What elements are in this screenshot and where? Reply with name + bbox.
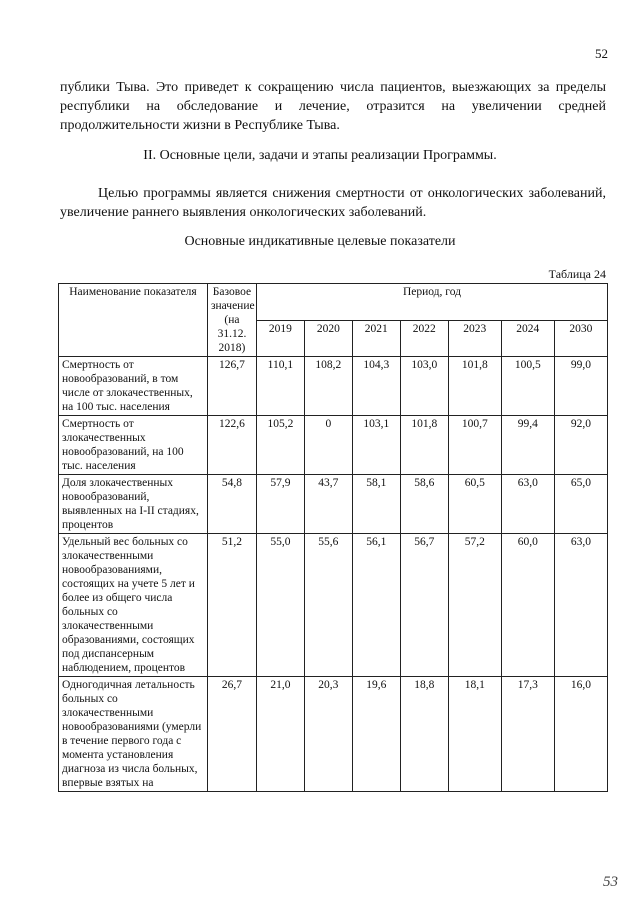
year-value: 58,6 [400, 475, 448, 534]
goal-paragraph: Целью программы является снижения смертности от онкологических заболеваний, увеличение раннего выявления онкологических заболеваний. [60, 186, 606, 220]
year-value: 103,0 [400, 357, 448, 416]
year-value: 105,2 [256, 416, 304, 475]
year-value: 101,8 [448, 357, 501, 416]
year-value: 108,2 [304, 357, 352, 416]
year-value: 56,7 [400, 534, 448, 677]
header-year: 2022 [400, 320, 448, 357]
year-value: 60,5 [448, 475, 501, 534]
header-year: 2019 [256, 320, 304, 357]
table-label: Таблица 24 [548, 267, 606, 281]
year-value: 65,0 [554, 475, 607, 534]
header-year: 2024 [501, 320, 554, 357]
year-value: 55,6 [304, 534, 352, 677]
year-value: 103,1 [352, 416, 400, 475]
page-number: 52 [595, 46, 608, 61]
header-base-value: Базовое значение (на 31.12. 2018) [207, 284, 256, 357]
header-year: 2030 [554, 320, 607, 357]
year-value: 43,7 [304, 475, 352, 534]
table-row [59, 677, 608, 792]
year-value: 100,5 [501, 357, 554, 416]
indicators-table [58, 283, 608, 792]
year-value: 60,0 [501, 534, 554, 677]
year-value: 63,0 [501, 475, 554, 534]
header-indicator-name: Наименование показателя [59, 284, 208, 357]
base-value: 122,6 [207, 416, 256, 475]
base-value: 26,7 [207, 677, 256, 792]
base-value: 51,2 [207, 534, 256, 677]
year-value: 16,0 [554, 677, 607, 792]
base-value: 54,8 [207, 475, 256, 534]
year-value: 99,4 [501, 416, 554, 475]
year-value: 63,0 [554, 534, 607, 677]
handwritten-page-mark: 53 [603, 874, 618, 890]
header-year: 2021 [352, 320, 400, 357]
table-row [59, 534, 608, 677]
year-value: 104,3 [352, 357, 400, 416]
year-value: 0 [304, 416, 352, 475]
year-value: 20,3 [304, 677, 352, 792]
base-value: 126,7 [207, 357, 256, 416]
header-year: 2023 [448, 320, 501, 357]
indicator-name: Доля злокачественных новообразований, выявленных на I-II стадиях, процентов [59, 475, 208, 534]
table-row [59, 357, 608, 416]
year-value: 55,0 [256, 534, 304, 677]
indicator-name: Удельный вес больных со злокачественными новообразованиями, состоящих на учете 5 лет и более из общего числа больных со злокачественными образованиями, состоящих под диспансерным наблюдением, процентов [59, 534, 208, 677]
year-value: 21,0 [256, 677, 304, 792]
year-value: 101,8 [400, 416, 448, 475]
indicator-name: Смертность от новообразований, в том числе от злокачественных, на 100 тыс. населения [59, 357, 208, 416]
header-period: Период, год [256, 284, 607, 321]
year-value: 57,2 [448, 534, 501, 677]
table-title: Основные индикативные целевые показатели [184, 234, 456, 249]
year-value: 18,8 [400, 677, 448, 792]
year-value: 18,1 [448, 677, 501, 792]
year-value: 57,9 [256, 475, 304, 534]
header-year: 2020 [304, 320, 352, 357]
table-row [59, 475, 608, 534]
year-value: 56,1 [352, 534, 400, 677]
section-heading: II. Основные цели, задачи и этапы реализации Программы. [143, 148, 497, 163]
year-value: 100,7 [448, 416, 501, 475]
indicator-name: Одногодичная летальность больных со злокачественными новообразованиями (умерли в течение первого года с момента установления диагноза из числа больных, впервые взятых на [59, 677, 208, 792]
year-value: 99,0 [554, 357, 607, 416]
year-value: 110,1 [256, 357, 304, 416]
table-row [59, 416, 608, 475]
year-value: 17,3 [501, 677, 554, 792]
year-value: 58,1 [352, 475, 400, 534]
intro-continuation-paragraph: публики Тыва. Это приведет к сокращению числа пациентов, выезжающих за пределы республики на обследование и лечение, отразится на увеличении средней продолжительности жизни в Республике Тыва. [60, 80, 606, 133]
indicator-name: Смертность от злокачественных новообразований, на 100 тыс. населения [59, 416, 208, 475]
year-value: 19,6 [352, 677, 400, 792]
year-value: 92,0 [554, 416, 607, 475]
